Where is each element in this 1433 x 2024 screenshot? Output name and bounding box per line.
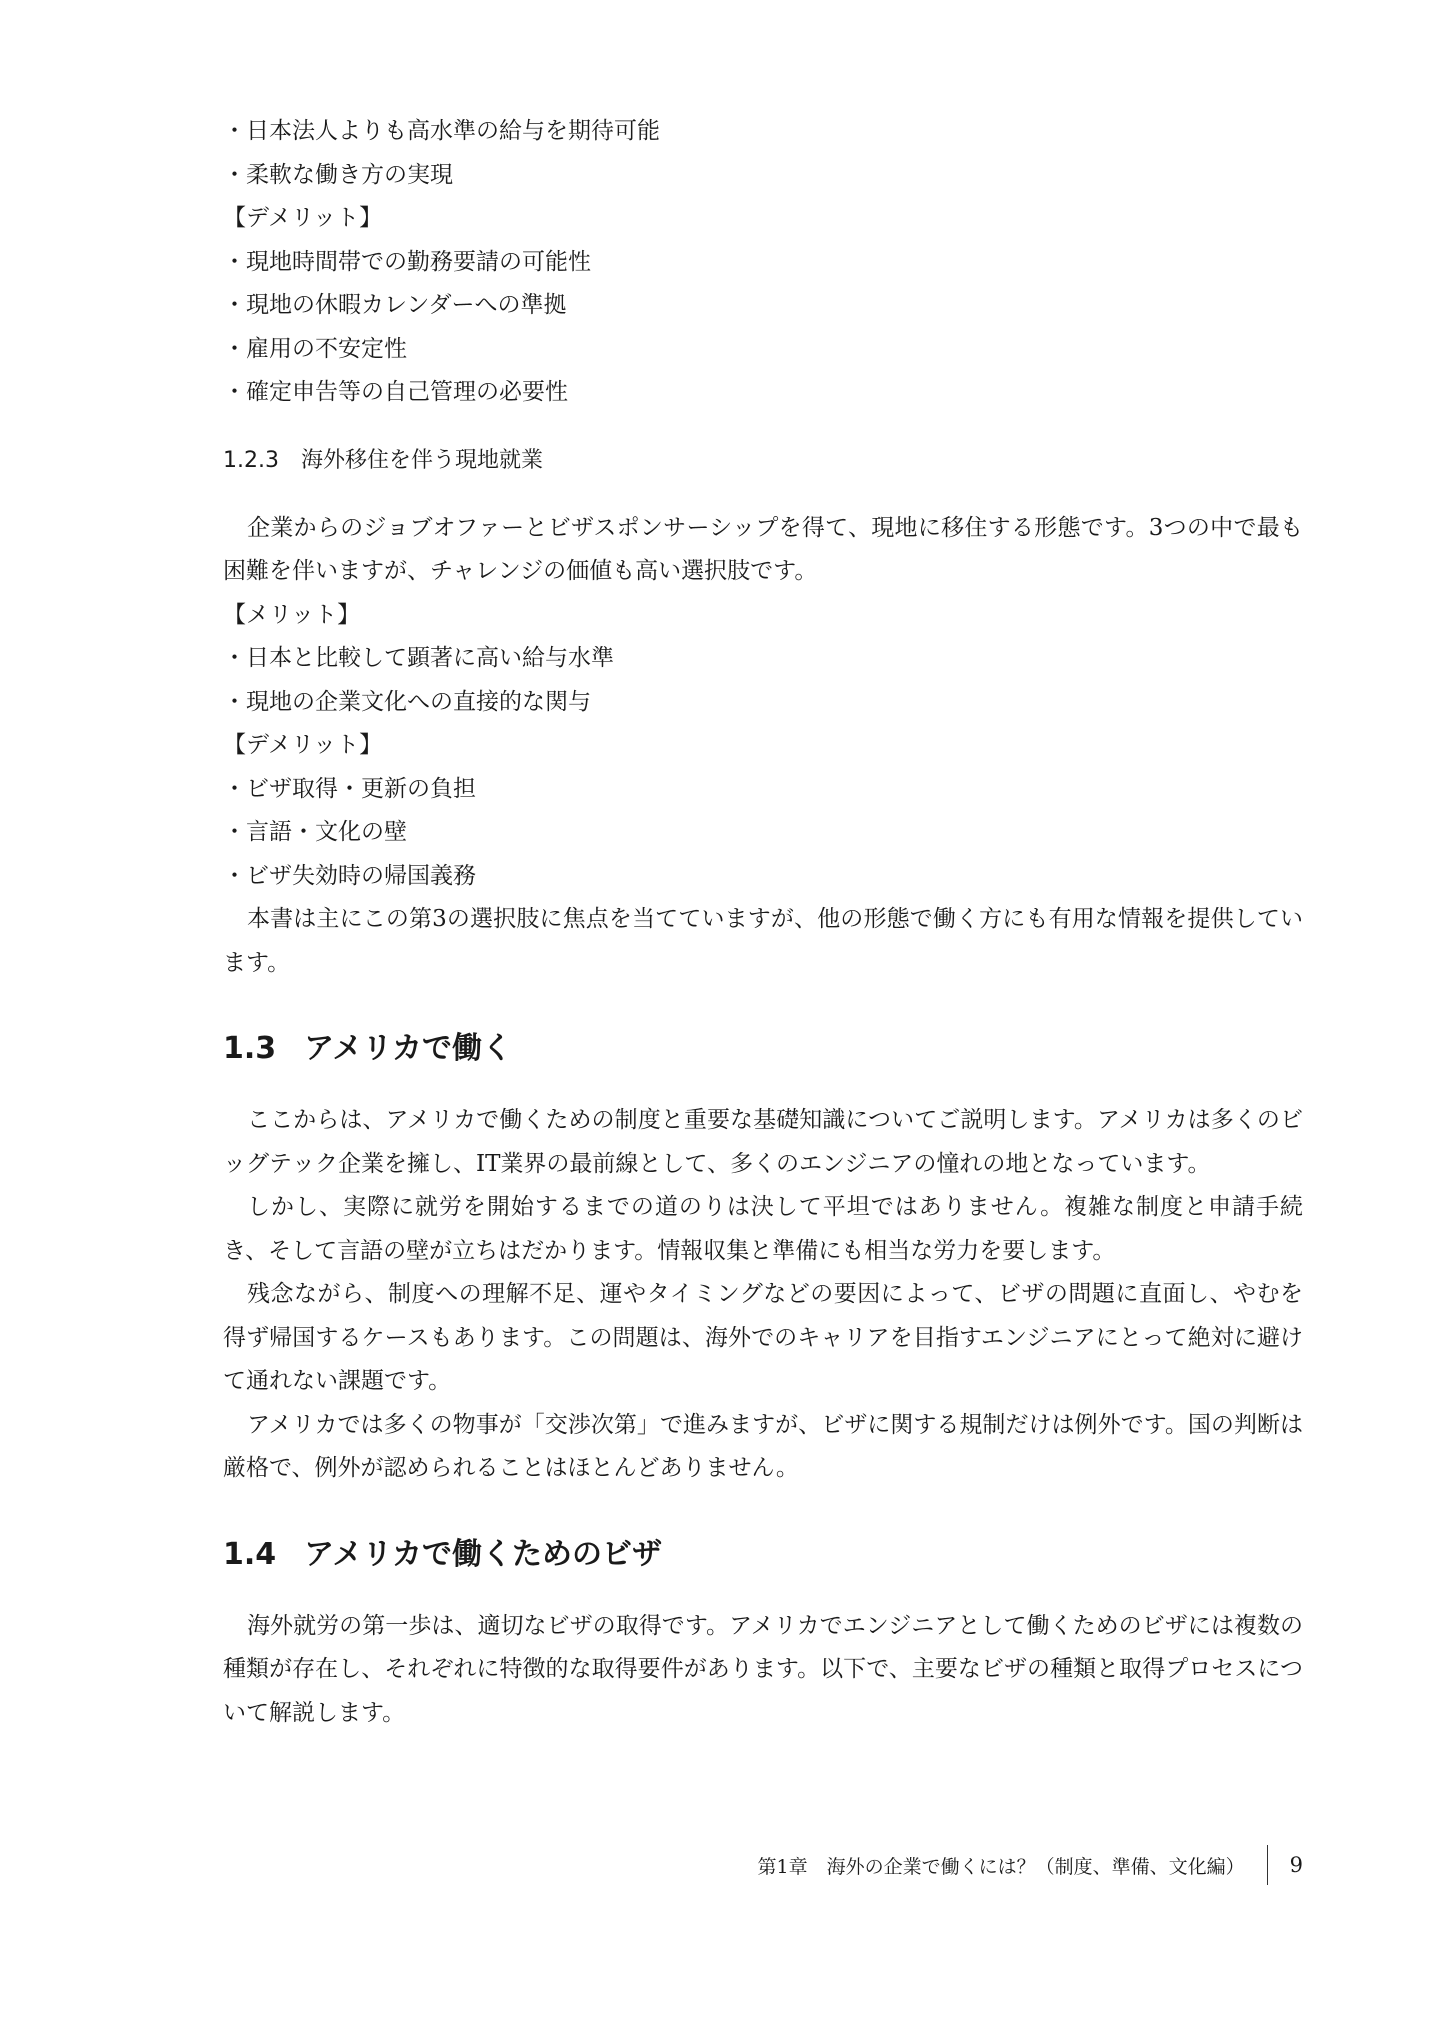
list-item: ・日本法人よりも高水準の給与を期待可能 — [223, 118, 660, 144]
list-1-2-3 — [223, 594, 1303, 899]
subsection-number: 1.2.3 — [223, 447, 279, 473]
page-body — [223, 110, 1303, 1735]
chapter-title: 第1章 海外の企業で働くには？（制度、準備、文化編） — [757, 1855, 1245, 1878]
list-item: ・雇用の不安定性 — [223, 335, 407, 362]
section-number: 1.4 — [223, 1536, 277, 1572]
paragraph: ここからは、アメリカで働くための制度と重要な基礎知識についてご説明します。アメリカは多くのビッグテック企業を擁し、IT業界の最前線として、多くのエンジニアの憧れの地となっています。 — [223, 1107, 1303, 1177]
list-item: ・確定申告等の自己管理の必要性 — [223, 379, 568, 405]
paragraph: 本書は主にこの第3の選択肢に焦点を当てていますが、他の形態で働く方にも有用な情報を提供しています。 — [223, 906, 1303, 976]
list-item: ・柔軟な働き方の実現 — [223, 161, 453, 188]
section-number: 1.3 — [223, 1031, 277, 1066]
list-item: ・日本と比較して顕著に高い給与水準 — [223, 645, 614, 671]
subsection-title: 海外移住を伴う現地就業 — [300, 447, 543, 473]
list-item: 【デメリット】 — [223, 205, 383, 231]
section-title: アメリカで働くためのビザ — [304, 1536, 663, 1572]
list-top — [223, 110, 1303, 415]
list-item: ・ビザ失効時の帰国義務 — [223, 862, 476, 889]
paragraph: アメリカでは多くの物事が「交渉次第」で進みますが、ビザに関する規制だけは例外です。国の判断は厳格で、例外が認められることはほとんどありません。 — [223, 1411, 1303, 1481]
footer-divider — [1267, 1845, 1268, 1885]
paragraph: 企業からのジョブオファーとビザスポンサーシップを得て、現地に移住する形態です。3つの中で最も困難を伴いますが、チャレンジの価値も高い選択肢です。 — [223, 514, 1303, 584]
paragraph: 海外就労の第一歩は、適切なビザの取得です。アメリカでエンジニアとして働くためのビザには複数の種類が存在し、それぞれに特徴的な取得要件があります。以下で、主要なビザの種類と取得プロセスについて解説します。 — [223, 1612, 1303, 1726]
list-item: ・現地の企業文化への直接的な関与 — [223, 688, 591, 715]
list-item: ・ビザ取得・更新の負担 — [223, 775, 476, 802]
section-title: アメリカで働く — [304, 1031, 513, 1066]
page-footer — [758, 1843, 1303, 1887]
section-heading-1-4 — [223, 1533, 1303, 1577]
list-item: ・言語・文化の壁 — [223, 819, 407, 845]
paragraph: 残念ながら、制度への理解不足、運やタイミングなどの要因によって、ビザの問題に直面し、やむを得ず帰国するケースもあります。この問題は、海外でのキャリアを目指すエンジニアにとって絶対に避けて通れない課題です。 — [223, 1281, 1303, 1394]
subsection-heading-1-2-3 — [223, 441, 1303, 481]
paragraph: しかし、実際に就労を開始するまでの道のりは決して平坦ではありません。複雑な制度と申請手続き、そして言語の壁が立ちはだかります。情報収集と準備にも相当な労力を要します。 — [223, 1194, 1303, 1264]
list-item: 【デメリット】 — [223, 732, 383, 758]
page-number: 9 — [1289, 1853, 1303, 1877]
list-item: 【メリット】 — [223, 601, 361, 628]
list-item: ・現地時間帯での勤務要請の可能性 — [223, 248, 591, 275]
list-item: ・現地の休暇カレンダーへの準拠 — [223, 292, 567, 318]
section-heading-1-3 — [223, 1027, 1303, 1071]
